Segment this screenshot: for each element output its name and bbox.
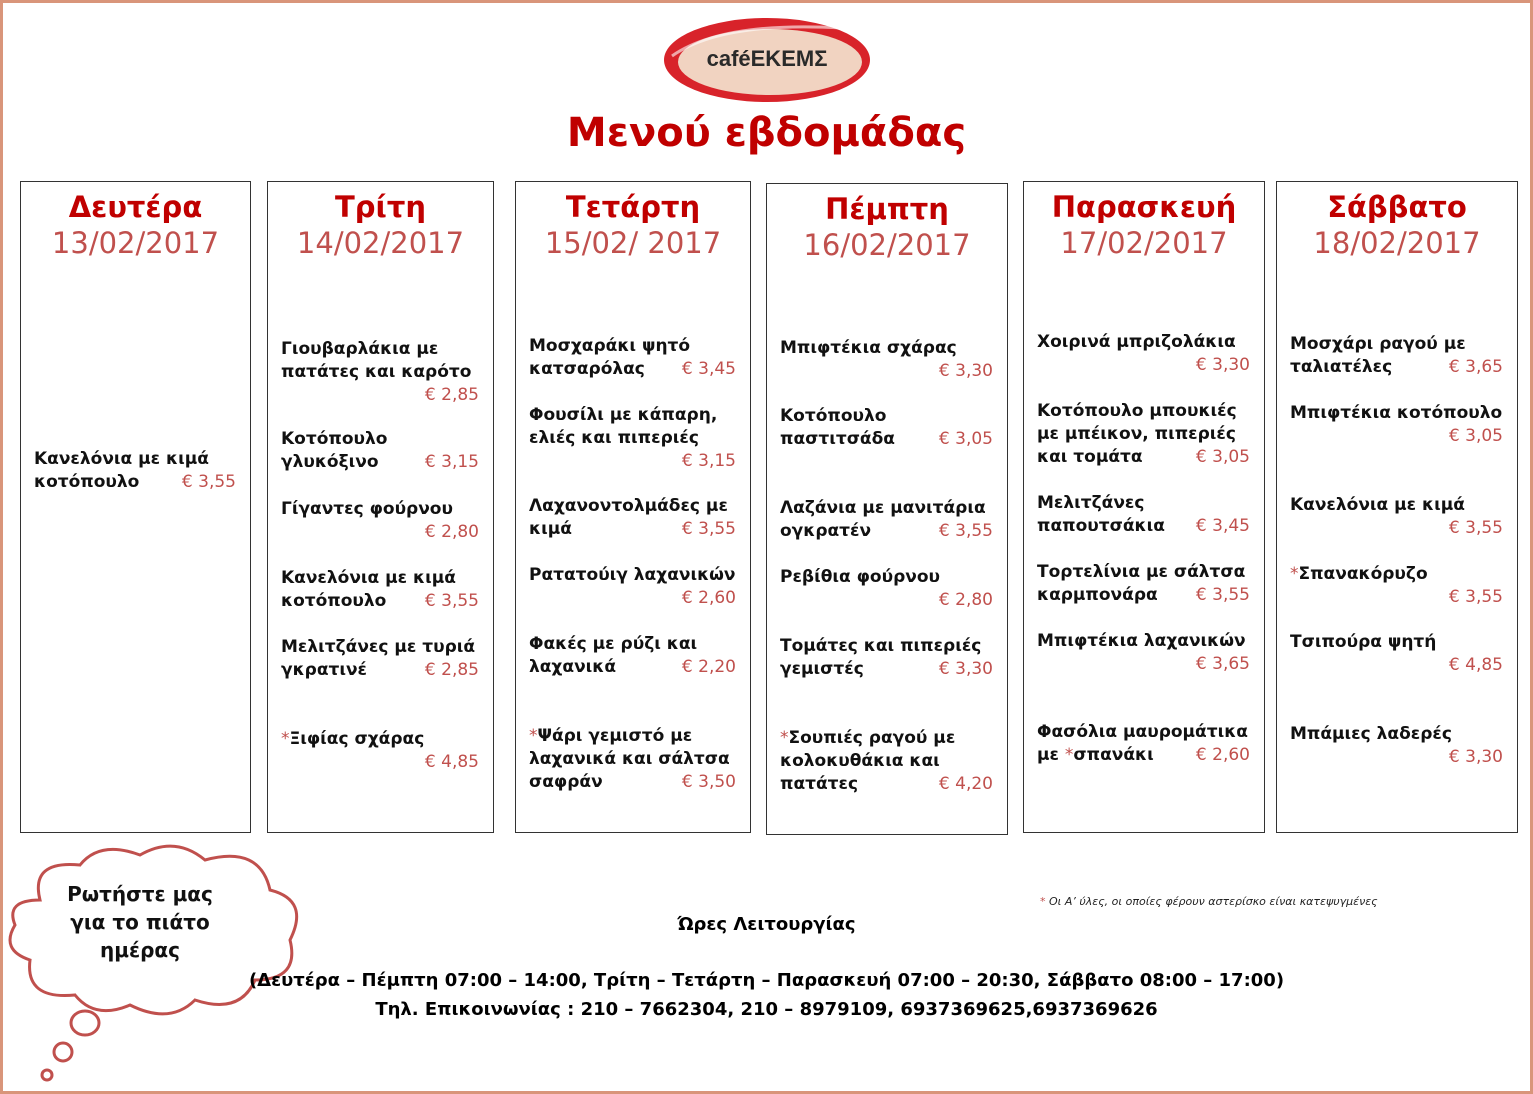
item-name-text: καρμπονάρα (1037, 585, 1158, 605)
item-name-text: λαχανικά και σάλτσα (529, 749, 730, 769)
item-name-text: σπανάκι (1073, 745, 1154, 765)
item-name-line (1037, 561, 1250, 584)
item-name-line (780, 566, 993, 589)
menu-item (1290, 402, 1503, 448)
item-name-text: Χοιρινά μπριζολάκια (1037, 332, 1236, 352)
item-name-text: πατάτες (780, 774, 859, 794)
menu-item (529, 564, 736, 610)
item-name-line (1290, 333, 1503, 356)
menu-item (1290, 494, 1503, 540)
menu-item (780, 337, 993, 383)
item-price: € 3,55 (1448, 587, 1503, 607)
item-name-line (1037, 331, 1250, 354)
item-price: € 2,20 (681, 657, 736, 677)
menu-item (281, 728, 479, 774)
item-name-line (1037, 744, 1250, 767)
item-name-line (1037, 721, 1250, 744)
item-name-line (529, 518, 736, 541)
day-column-0 (20, 181, 251, 833)
day-date: 16/02/2017 (803, 228, 971, 262)
item-price: € 2,60 (681, 588, 736, 608)
item-name-line (1037, 492, 1250, 515)
item-name-text: Τορτελίνια με σάλτσα (1037, 562, 1246, 582)
item-name-text: κοτόπουλο (34, 472, 140, 492)
item-name-text: Φουσίλι με κάπαρη, (529, 405, 718, 425)
item-name-text: με (1037, 745, 1065, 765)
item-name-text: ογκρατέν (780, 521, 872, 541)
item-name-line (1037, 630, 1250, 653)
item-name-line (780, 428, 993, 451)
menu-item (529, 335, 736, 381)
item-name-line (281, 338, 479, 361)
day-column-3 (766, 183, 1008, 835)
item-name-text: και τομάτα (1037, 447, 1143, 467)
hours-title: Ώρες Λειτουργίας (677, 914, 856, 935)
item-price: € 2,85 (424, 385, 479, 405)
item-name-text: Μελιτζάνες με τυριά (281, 637, 476, 657)
item-name-text: Μελιτζάνες (1037, 493, 1145, 513)
menu-item (1290, 333, 1503, 379)
item-name-line (780, 497, 993, 520)
menu-item (1037, 561, 1250, 607)
item-name-line (780, 750, 993, 773)
day-date: 15/02/ 2017 (544, 226, 722, 260)
menu-item (780, 727, 993, 796)
frozen-asterisk: * (281, 729, 290, 749)
day-column-1 (267, 181, 494, 833)
item-name-text: κατσαρόλας (529, 359, 645, 379)
item-price: € 2,60 (1195, 745, 1250, 765)
item-name-text: Ρατατούιγ λαχανικών (529, 565, 736, 585)
item-name-line (529, 335, 736, 358)
day-column-2 (515, 181, 751, 833)
frozen-asterisk: * (529, 726, 538, 746)
day-name: Δευτέρα (68, 190, 203, 224)
item-price: € 3,15 (681, 451, 736, 471)
menu-item (281, 567, 479, 613)
item-name-line (780, 405, 993, 428)
item-name-text: Γίγαντες φούρνου (281, 499, 453, 519)
item-name-line (529, 656, 736, 679)
item-name-line (281, 728, 479, 751)
item-name-text: Σουπιές ραγού με (788, 728, 956, 748)
thought-cloud-icon (0, 840, 310, 1090)
item-name-text: Μπάμιες λαδερές (1290, 724, 1452, 744)
cloud-line: για το πιάτο (70, 910, 210, 934)
item-price: € 3,30 (1195, 355, 1250, 375)
menu-item (281, 498, 479, 544)
item-name-line (780, 635, 993, 658)
menu-item (529, 495, 736, 541)
menu-item (529, 633, 736, 679)
item-name-text: Μπιφτέκια σχάρας (780, 338, 957, 358)
item-price: € 3,05 (1448, 426, 1503, 446)
logo-text: caféΕΚΕΜΣ (706, 46, 828, 71)
item-name-text: Κοτόπουλο (281, 429, 388, 449)
day-date: 13/02/2017 (51, 226, 220, 260)
item-name-line (529, 358, 736, 381)
item-name-line (1290, 723, 1503, 746)
item-name-line (1290, 631, 1503, 654)
item-name-text: γλυκόξινο (281, 452, 379, 472)
item-price: € 3,55 (1195, 585, 1250, 605)
opening-hours: (Δευτέρα – Πέμπτη 07:00 – 14:00, Τρίτη – Τετάρτη – Παρασκευή 07:00 – 20:30, Σάββατο 08:00 – 17:00) (248, 970, 1285, 991)
item-name-line (281, 636, 479, 659)
item-name-line (529, 633, 736, 656)
item-name-line (780, 658, 993, 681)
item-name-line (529, 427, 736, 450)
item-name-text: παπουτσάκια (1037, 516, 1165, 536)
item-price: € 3,45 (681, 359, 736, 379)
item-price: € 2,85 (424, 660, 479, 680)
frozen-asterisk: * (780, 728, 789, 748)
frozen-asterisk: * (1290, 564, 1299, 584)
item-name-text: γεμιστές (780, 659, 864, 679)
menu-item (780, 566, 993, 612)
day-date: 14/02/2017 (296, 226, 465, 260)
frozen-footnote (1040, 895, 1378, 908)
item-name-text: Σπανακόρυζο (1298, 564, 1428, 584)
item-name-line (529, 748, 736, 771)
item-name-text: Ξιφίας σχάρας (289, 729, 425, 749)
day-column-4 (1023, 181, 1265, 833)
item-name-text: πατάτες και καρότο (281, 362, 472, 382)
day-name: Παρασκευή (1051, 190, 1237, 224)
item-name-text: κολοκυθάκια και (780, 751, 940, 771)
day-date: 17/02/2017 (1060, 226, 1228, 260)
cafe-logo (662, 16, 872, 104)
menu-item (1290, 631, 1503, 677)
menu-item (281, 428, 479, 474)
cloud-line: Ρωτήστε μας (67, 882, 213, 906)
item-name-line (529, 404, 736, 427)
menu-item (1290, 723, 1503, 769)
day-name: Πέμπτη (825, 192, 949, 226)
item-name-text: κοτόπουλο (281, 591, 387, 611)
item-name-line (1290, 402, 1503, 425)
item-name-line (1290, 494, 1503, 517)
item-name-line (281, 659, 479, 682)
item-name-text: Ψάρι γεμιστό με (537, 726, 693, 746)
item-price: € 3,30 (938, 361, 993, 381)
item-name-text: Φακές με ρύζι και (529, 634, 698, 654)
item-price: € 3,50 (681, 772, 736, 792)
item-price: € 3,55 (181, 472, 236, 492)
item-price: € 3,55 (1448, 518, 1503, 538)
item-name-text: Κοτόπουλο μπουκιές (1037, 401, 1237, 421)
item-price: € 3,55 (424, 591, 479, 611)
item-name-line (529, 564, 736, 587)
item-price: € 3,15 (424, 452, 479, 472)
item-name-line (281, 451, 479, 474)
item-name-line (1290, 563, 1503, 586)
item-name-text: Κανελόνια με κιμά (34, 449, 209, 469)
item-name-line (1037, 584, 1250, 607)
item-name-line (780, 773, 993, 796)
item-name-line (281, 567, 479, 590)
item-name-text: με μπέικον, πιπεριές (1037, 424, 1236, 444)
item-name-text: Τσιπούρα ψητή (1290, 632, 1437, 652)
menu-item (1037, 492, 1250, 538)
item-name-text: Λαζάνια με μανιτάρια (780, 498, 986, 518)
menu-item (1037, 400, 1250, 469)
menu-item (34, 448, 236, 494)
item-name-text: Μπιφτέκια κοτόπουλο (1290, 403, 1503, 423)
item-price: € 3,30 (1448, 747, 1503, 767)
item-name-line (529, 771, 736, 794)
item-name-text: λαχανικά (529, 657, 617, 677)
item-name-line (34, 471, 236, 494)
item-name-text: Φασόλια μαυρομάτικα (1037, 722, 1248, 742)
item-name-line (529, 725, 736, 748)
item-name-text: Μπιφτέκια λαχανικών (1037, 631, 1246, 651)
item-name-line (1037, 446, 1250, 469)
day-column-5 (1276, 181, 1518, 833)
menu-item (1037, 721, 1250, 767)
item-name-line (1037, 423, 1250, 446)
footnote-text: Οι Α’ ύλες, οι οποίες φέρουν αστερίσκο είναι κατεψυγμένες (1045, 895, 1378, 908)
item-name-line (1037, 515, 1250, 538)
contact-phones: Τηλ. Επικοινωνίας : 210 – 7662304, 210 – 8979109, 6937369625,6937369626 (375, 999, 1158, 1020)
menu-item (1290, 563, 1503, 609)
day-name: Τρίτη (335, 190, 426, 224)
item-name-line (281, 428, 479, 451)
menu-item (281, 338, 479, 407)
item-name-text: Λαχανοντολμάδες με (529, 496, 728, 516)
item-price: € 2,80 (938, 590, 993, 610)
item-price: € 3,55 (681, 519, 736, 539)
item-name-text: ελιές και πιπεριές (529, 428, 699, 448)
item-name-text: γκρατινέ (281, 660, 368, 680)
item-name-line (281, 361, 479, 384)
item-name-line (780, 337, 993, 360)
menu-item (529, 404, 736, 473)
item-name-text: Τομάτες και πιπεριές (780, 636, 982, 656)
item-name-text: Κανελόνια με κιμά (281, 568, 456, 588)
item-name-text: ταλιατέλες (1290, 357, 1393, 377)
item-price: € 4,20 (938, 774, 993, 794)
item-name-text: Κανελόνια με κιμά (1290, 495, 1465, 515)
item-name-line (1290, 356, 1503, 379)
item-name-line (281, 590, 479, 613)
menu-item (1037, 331, 1250, 377)
item-name-line (780, 727, 993, 750)
item-name-text: σαφράν (529, 772, 603, 792)
item-price: € 3,45 (1195, 516, 1250, 536)
item-name-line (529, 495, 736, 518)
frozen-asterisk: * (1064, 745, 1074, 765)
item-name-text: Μοσχαράκι ψητό (529, 336, 691, 356)
day-name: Σάββατο (1327, 190, 1467, 224)
item-price: € 3,05 (1195, 447, 1250, 467)
item-name-text: κιμά (529, 519, 572, 539)
menu-item (281, 636, 479, 682)
day-date: 18/02/2017 (1313, 226, 1481, 260)
item-price: € 4,85 (1448, 655, 1503, 675)
item-name-text: Ρεβίθια φούρνου (780, 567, 940, 587)
menu-item (1037, 630, 1250, 676)
item-price: € 3,65 (1195, 654, 1250, 674)
day-name: Τετάρτη (565, 190, 701, 224)
item-name-text: Γιουβαρλάκια με (281, 339, 439, 359)
item-name-line (34, 448, 236, 471)
cloud-line: ημέρας (100, 938, 180, 962)
item-name-line (281, 498, 479, 521)
menu-item (780, 497, 993, 543)
menu-item (780, 635, 993, 681)
menu-item (780, 405, 993, 451)
item-price: € 3,05 (938, 429, 993, 449)
item-name-line (1037, 400, 1250, 423)
item-price: € 3,30 (938, 659, 993, 679)
item-price: € 3,65 (1448, 357, 1503, 377)
item-price: € 4,85 (424, 752, 479, 772)
menu-item (529, 725, 736, 794)
asterisk: * (1040, 895, 1046, 908)
page-title: Μενού εβδομάδας (566, 110, 967, 156)
item-price: € 2,80 (424, 522, 479, 542)
item-name-line (780, 520, 993, 543)
item-name-text: παστιτσάδα (780, 429, 895, 449)
item-price: € 3,55 (938, 521, 993, 541)
item-name-text: Κοτόπουλο (780, 406, 887, 426)
item-name-text: Μοσχάρι ραγού με (1290, 334, 1466, 354)
